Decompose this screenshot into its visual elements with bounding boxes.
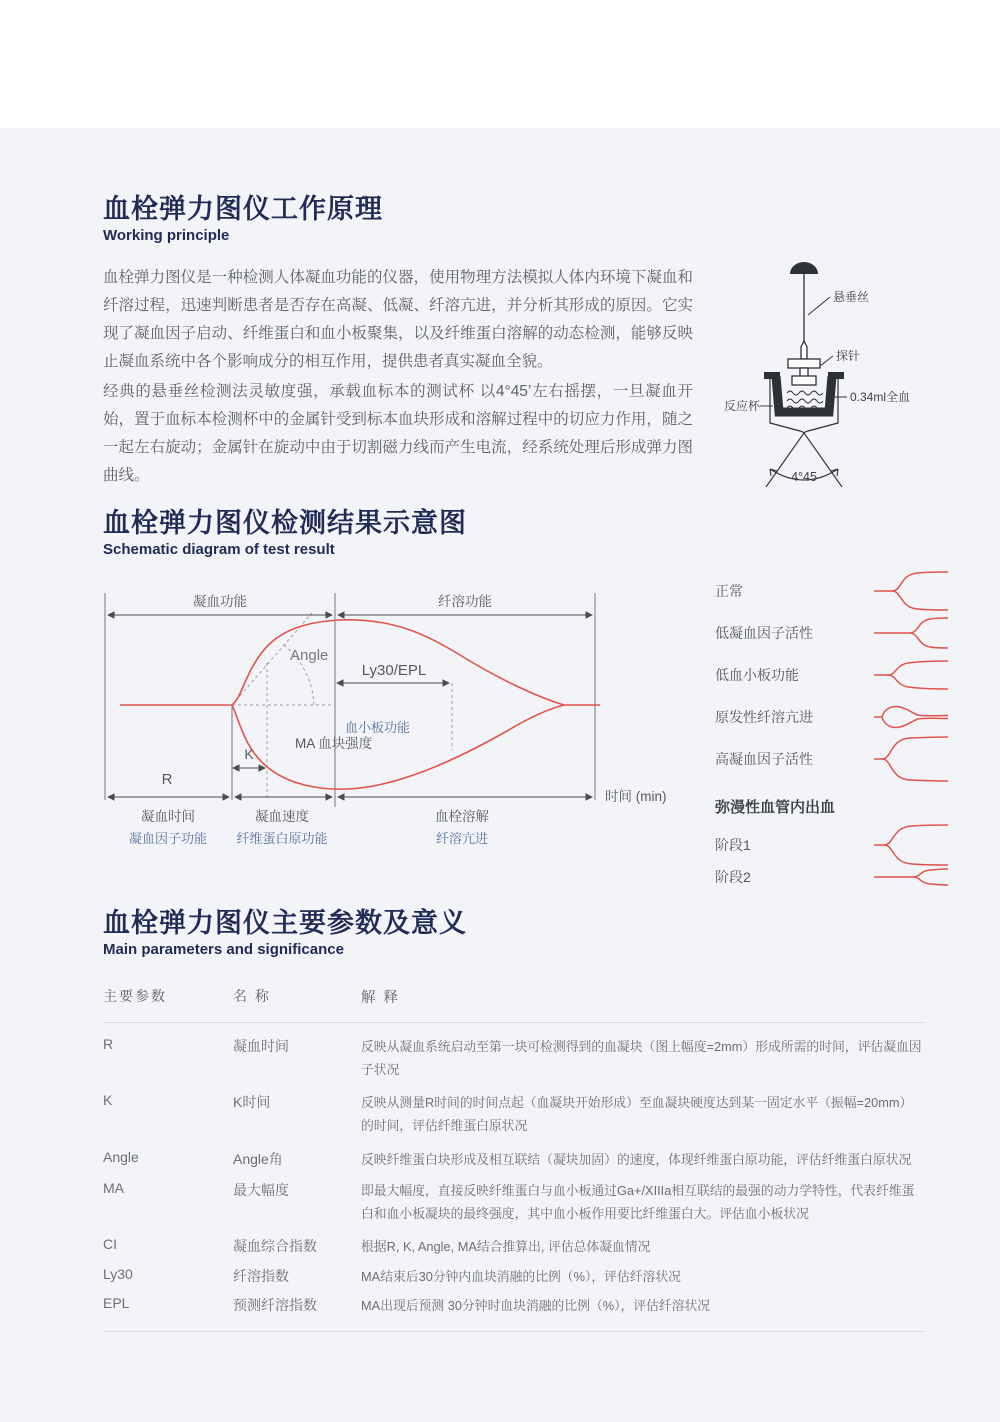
legend-label: 低血小板功能 — [715, 667, 799, 683]
device-diagram — [716, 255, 948, 497]
cell-desc: 反映纤维蛋白块形成及相互联结（凝块加固）的速度，体现纤维蛋白原功能，评估纤维蛋白原状况 — [361, 1151, 912, 1167]
working-paragraph-2: 经典的悬垂丝检测法灵敏度强，承载血标本的测试杯 以4°45’左右摇摆，一旦凝血开始，置于血标本检测杯中的金属针受到标本血块形成和溶解过程中的切应力作用，随之一起左右旋动；金属针在旋动中由于切割磁力线而产生电流，经系统处理后形成弹力图曲线。 — [103, 383, 693, 484]
teg-lower-curve — [232, 705, 564, 789]
bottom-sub-3: 纤溶亢进 — [435, 831, 489, 846]
cell-desc: 反映从凝血系统启动至第一块可检测得到的血凝块（图上幅度=2mm）形成所需的时间，评估凝血因子状况 — [361, 1039, 922, 1077]
table-row — [103, 1171, 925, 1225]
cell-desc: 即最大幅度，直接反映纤维蛋白与血小板通过Ga+/XIIIa相互联结的最强的动力学特性，代表纤维蛋白和血小板凝块的最终强度，其中血小板作用要比纤维蛋白大。评估血小板状况 — [361, 1183, 915, 1221]
table-row — [103, 1259, 925, 1288]
section-parameters — [103, 908, 467, 958]
section-title: 血栓弹力图仪工作原理 — [103, 194, 383, 224]
cell-name: 预测纤溶指数 — [233, 1296, 317, 1313]
cell-name: 凝血时间 — [233, 1038, 289, 1055]
table-row — [103, 1225, 925, 1258]
leader-probe — [820, 356, 833, 366]
section-title: 血栓弹力图仪主要参数及意义 — [103, 908, 467, 938]
cell-param: CI — [103, 1236, 117, 1253]
table-row — [103, 1023, 925, 1081]
r-label: R — [161, 771, 173, 788]
blood-wave — [787, 391, 823, 395]
cell-param: R — [103, 1036, 114, 1053]
bottom-main-1: 凝血时间 — [141, 809, 195, 824]
cell-name: 纤溶指数 — [233, 1267, 289, 1284]
section-subtitle: Working principle — [103, 227, 230, 245]
section-working-principle — [103, 194, 383, 244]
legend-item-normal — [715, 568, 950, 614]
legend-label: 原发性纤溶亢进 — [715, 709, 813, 725]
swing-angle-label: 4°45 — [791, 470, 817, 484]
k-label: K — [244, 746, 254, 762]
table-header-row — [103, 986, 925, 1011]
legend-label: 高凝血因子活性 — [715, 751, 813, 767]
curve-icon-high-factor — [872, 736, 950, 782]
cell-name: 凝血综合指数 — [233, 1238, 317, 1255]
bottom-sub-1: 凝血因子功能 — [128, 831, 208, 846]
reaction-cup-label: 反应杯 — [724, 399, 761, 413]
bottom-sub-2: 纤维蛋白原功能 — [236, 831, 328, 846]
legend-label: 正常 — [715, 583, 743, 599]
cell-param: Ly30 — [103, 1265, 133, 1282]
platelet-label: 血小板功能 — [345, 720, 411, 735]
section-subtitle: Schematic diagram of test result — [103, 541, 335, 559]
table-bottom-divider — [103, 1331, 925, 1332]
cell-name: Angle角 — [233, 1150, 283, 1167]
header-param: 主要参数 — [103, 988, 167, 1004]
bottom-main-2: 凝血速度 — [255, 809, 309, 824]
curve-icon-low-platelet — [872, 652, 950, 698]
legend-header-dic — [715, 793, 950, 819]
legend-label: 阶段1 — [715, 837, 751, 853]
cell-desc: 根据R, K, Angle, MA结合推算出, 评估总体凝血情况 — [361, 1239, 651, 1255]
parameters-table — [103, 986, 925, 1332]
header-name: 名 称 — [233, 988, 271, 1004]
legend-label: 阶段2 — [715, 869, 751, 885]
teg-upper-curve — [120, 620, 564, 705]
legend-item-low-factor — [715, 610, 950, 656]
whole-blood-label: 0.34ml全血 — [850, 390, 911, 404]
fibrinolysis-label: 纤溶功能 — [438, 594, 492, 609]
legend-item-low-platelet — [715, 652, 950, 698]
section-subtitle: Main parameters and significance — [103, 941, 344, 959]
cell-param: K — [103, 1092, 113, 1109]
cell-param: EPL — [103, 1294, 130, 1311]
cell-desc: MA出现后预测 30分钟时血块消融的比例（%），评估纤溶状况 — [361, 1297, 711, 1313]
legend-item-stage2 — [715, 854, 950, 900]
working-paragraph-1: 血栓弹力图仪是一种检测人体凝血功能的仪器，使用物理方法模拟人体内环境下凝血和纤溶过程，迅速判断患者是否存在高凝、低凝、纤溶亢进，并分析其形成的原因。它实现了凝血因子启动、纤维蛋白和血小板聚集，以及纤维蛋白溶解的动态检测，能够反映止凝血系统中各个影响成分的相互作用，提供患者真实凝血全貌。 — [103, 269, 693, 370]
header-desc: 解 释 — [361, 990, 401, 1006]
leader-suspension — [808, 297, 830, 315]
table-row — [103, 1081, 925, 1137]
curve-icon-primary-lysis — [872, 694, 950, 740]
dome-shape — [790, 262, 818, 274]
time-axis-label: 时间 (min) — [605, 789, 667, 804]
ma-label: MA 血块强度 — [295, 736, 373, 751]
cell-param: MA — [103, 1180, 124, 1197]
blood-wave — [787, 399, 823, 403]
suspension-wire-label: 悬垂丝 — [833, 290, 870, 304]
teg-curve-diagram — [92, 585, 672, 860]
legend-label: 低凝血因子活性 — [715, 625, 813, 641]
curve-icon-low-factor — [872, 610, 950, 656]
probe-label: 探针 — [836, 349, 861, 363]
bottom-main-3: 血栓溶解 — [435, 809, 489, 824]
section-title: 血栓弹力图仪检测结果示意图 — [103, 508, 467, 538]
cell-name: K时间 — [233, 1094, 271, 1111]
table-row — [103, 1137, 925, 1171]
angle-label: Angle — [290, 647, 329, 664]
legend-header-label: 弥漫性血管内出血 — [715, 798, 836, 816]
curve-icon-stage2 — [872, 854, 950, 900]
legend-item-high-factor — [715, 736, 950, 782]
legend-item-primary-lysis — [715, 694, 950, 740]
cell-param: Angle — [103, 1148, 139, 1165]
coag-function-label: 凝血功能 — [193, 594, 247, 609]
cell-desc: 反映从测量R时间的时间点起（血凝块开始形成）至血凝块硬度达到某一固定水平（振幅=20mm）的时间，评估纤维蛋白原状况 — [361, 1095, 913, 1133]
curve-icon-normal — [872, 568, 950, 614]
cell-desc: MA结束后30分钟内血块消融的比例（%），评估纤溶状况 — [361, 1268, 681, 1284]
ly30-label: Ly30/EPL — [361, 662, 427, 679]
section-schematic — [103, 508, 467, 558]
table-row — [103, 1288, 925, 1317]
cell-name: 最大幅度 — [233, 1182, 289, 1199]
